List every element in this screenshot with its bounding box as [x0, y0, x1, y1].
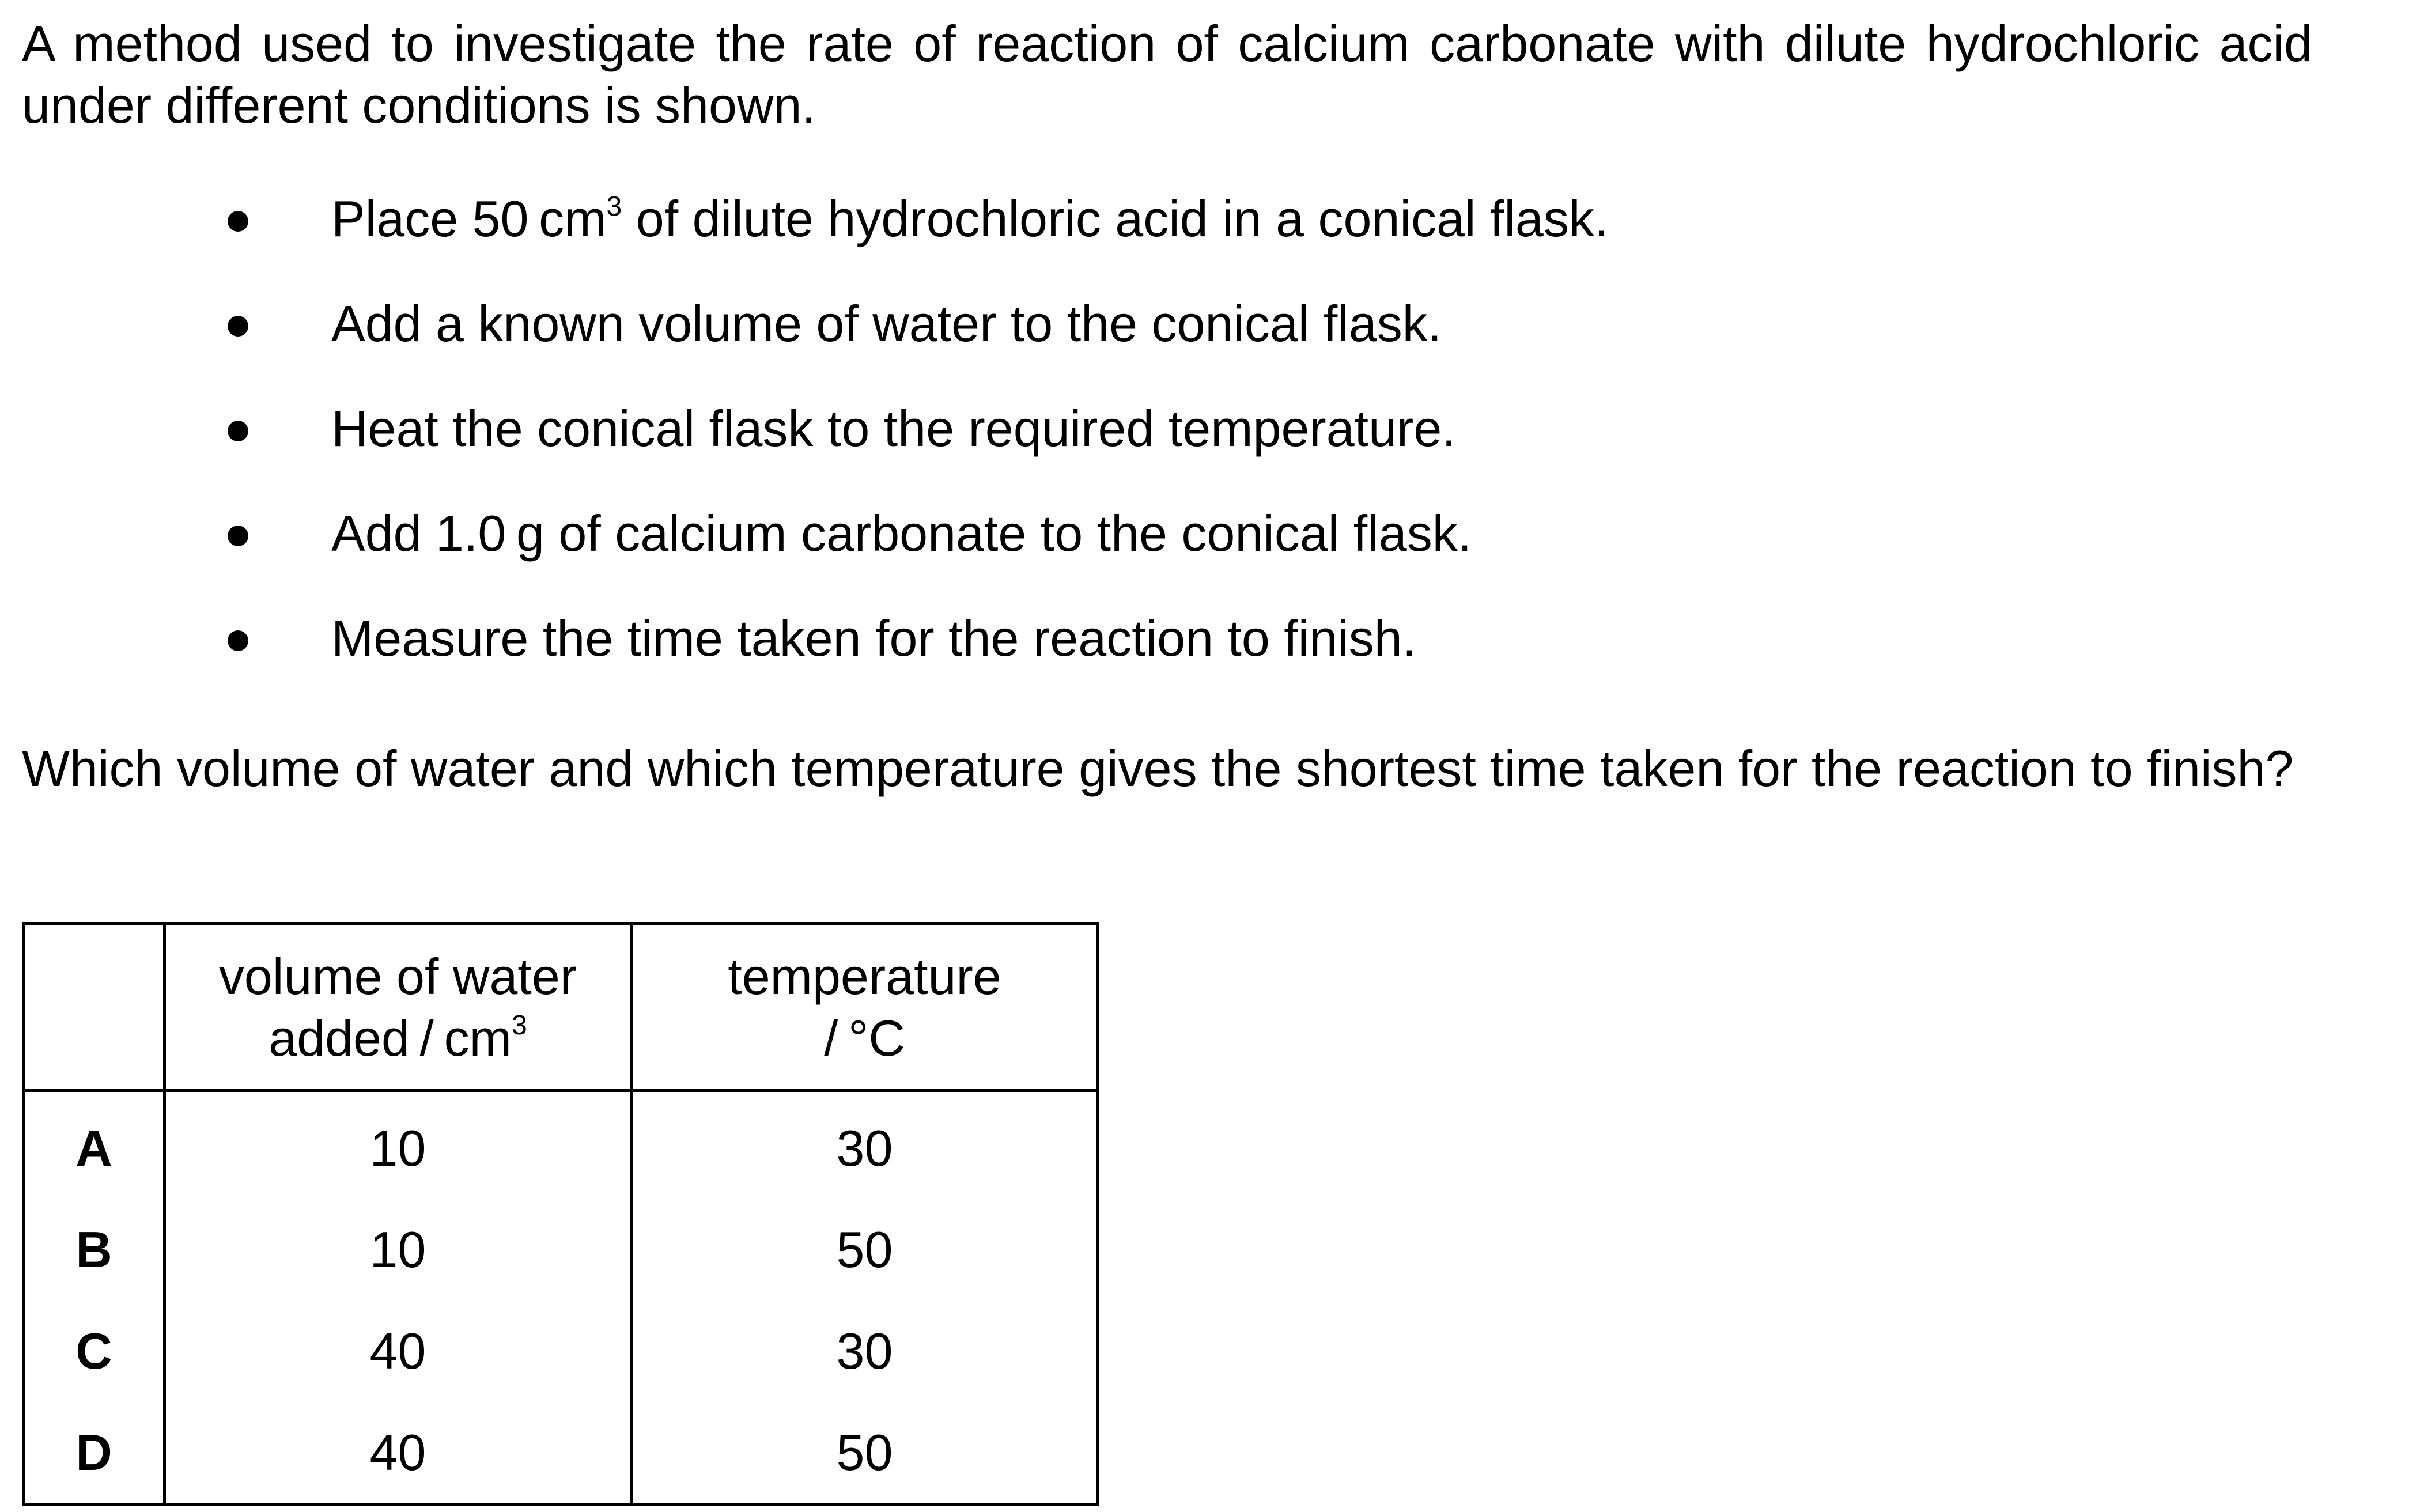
table-row [24, 1199, 1098, 1301]
header-letter-cell [24, 924, 165, 1091]
volume-value: 40 [165, 1301, 632, 1402]
option-letter: A [24, 1091, 165, 1200]
table-row [24, 1091, 1098, 1200]
answer-table [22, 922, 1099, 1506]
option-letter: D [24, 1402, 165, 1505]
header-volume-line2 [166, 1007, 630, 1069]
step-text: Heat the conical flask to the required temperature. [331, 400, 1456, 457]
bullet-icon [228, 526, 248, 546]
option-letter: C [24, 1301, 165, 1402]
temperature-value: 50 [632, 1402, 1098, 1505]
table-row [24, 1301, 1098, 1402]
step-superscript: 3 [606, 190, 622, 222]
step-text: Measure the time taken for the reaction to finish. [331, 610, 1417, 667]
question-text: Which volume of water and which temperature gives the shortest time taken for the reaction to finish? [22, 740, 2294, 797]
header-temperature-line2: / °C [824, 1009, 905, 1067]
header-volume-unit: added / cm [269, 1009, 512, 1067]
bullet-icon [228, 316, 248, 337]
volume-value: 10 [165, 1199, 632, 1301]
method-steps-list [228, 190, 1956, 715]
answer-table-container [22, 922, 1099, 1506]
table-row [24, 1402, 1098, 1505]
method-step [228, 295, 1956, 400]
header-volume-cell [165, 924, 632, 1091]
volume-value: 40 [165, 1402, 632, 1505]
bullet-icon [228, 421, 248, 441]
header-volume-superscript: 3 [511, 1010, 527, 1041]
method-step [228, 400, 1956, 505]
temperature-value: 30 [632, 1091, 1098, 1200]
bullet-icon [228, 211, 248, 232]
header-temperature-line1: temperature [728, 947, 1001, 1005]
header-volume-line1: volume of water [218, 947, 577, 1005]
step-text-continued: of dilute hydrochloric acid in a conical flask. [622, 190, 1609, 247]
temperature-value: 30 [632, 1301, 1098, 1402]
volume-value: 10 [165, 1091, 632, 1200]
step-text: Add 1.0 g of calcium carbonate to the conical flask. [331, 505, 1472, 562]
intro-paragraph: A method used to investigate the rate of reaction of calcium carbonate with dilute hydrochloric acid under different conditions is shown. [22, 15, 2312, 134]
temperature-value: 50 [632, 1199, 1098, 1301]
method-step [228, 610, 1956, 715]
bullet-icon [228, 630, 248, 651]
method-step [228, 505, 1956, 610]
step-text: Add a known volume of water to the conical flask. [331, 295, 1442, 352]
step-text: Place 50 cm [331, 190, 607, 247]
option-letter: B [24, 1199, 165, 1301]
table-header-row [24, 924, 1098, 1091]
header-temperature-cell [632, 924, 1098, 1091]
method-step [228, 190, 1956, 295]
